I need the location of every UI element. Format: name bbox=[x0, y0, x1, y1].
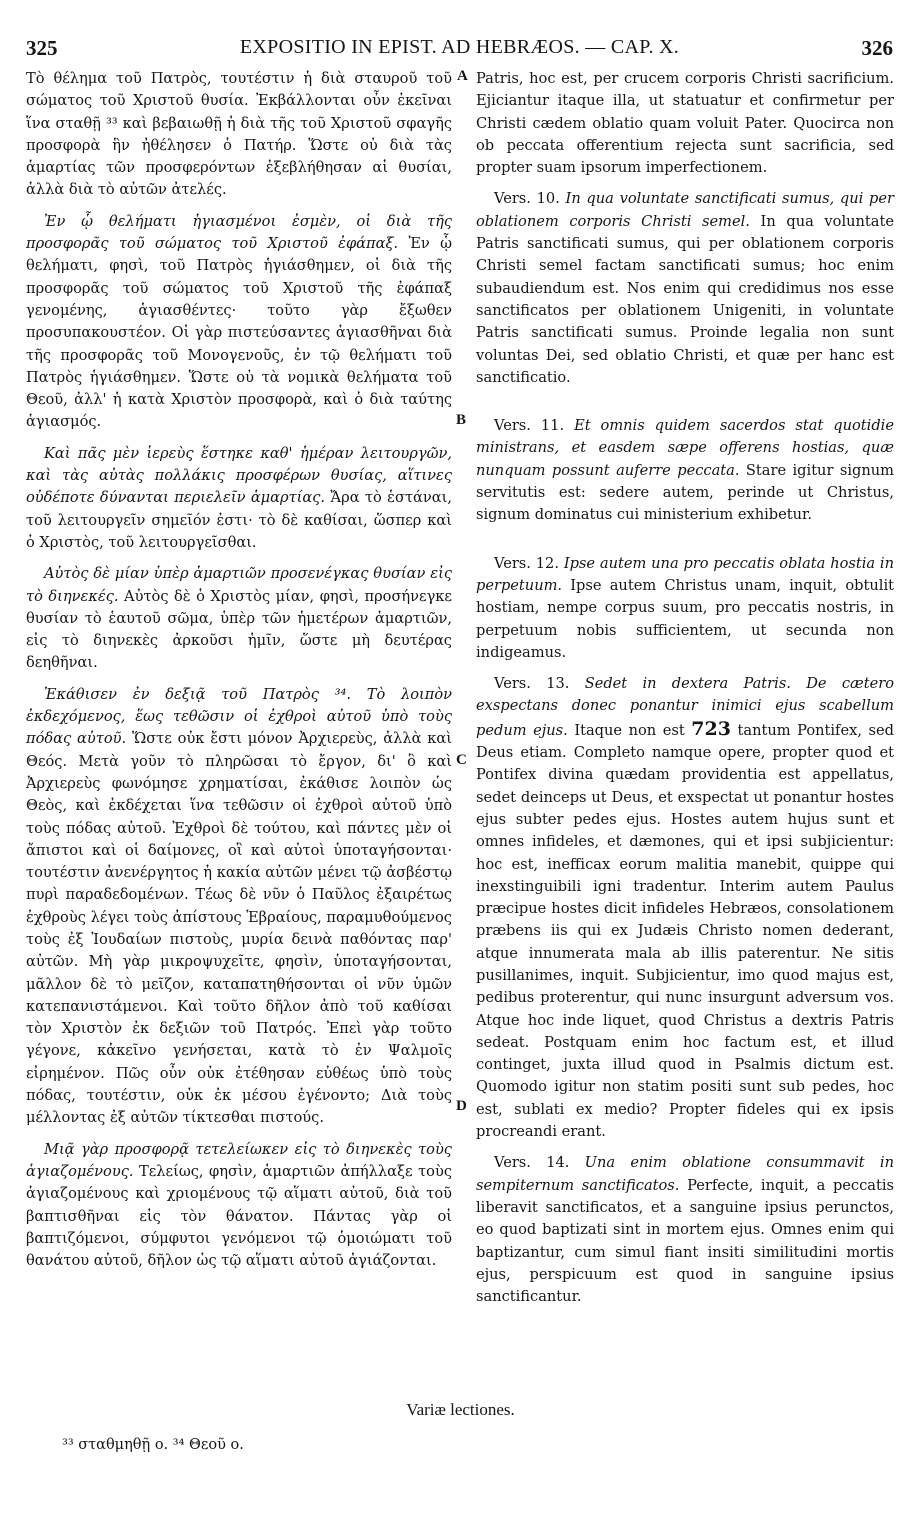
latin-commentary: Perfecte, inquit, a peccatis liberavit sanctificatos, et a sanguine ipsius perunctos, eo quod baptizati sint in mortem ejus. Omnes enim qui baptizantur, cum simul fiant insiti similitudini mortis ejus, perspicuum est quod in sanguine ipsius sanctificantur. bbox=[476, 1176, 894, 1306]
latin-lemma: Sedet in dextera Patris. De cætero exspectans donec ponantur inimici ejus scabellum pedum ejus. bbox=[476, 675, 894, 739]
section-marker-b: B bbox=[456, 412, 467, 428]
greek-paragraph bbox=[26, 684, 452, 1130]
latin-paragraph bbox=[476, 553, 894, 664]
latin-lemma: Ipse autem una pro peccatis oblata hostia in perpetuum. bbox=[476, 554, 894, 594]
footnotes: ³³ σταθμηθῇ ο. ³⁴ Θεοῦ ο. bbox=[62, 1437, 244, 1453]
latin-lemma: In qua voluntate sanctificati sumus, qui per oblationem corporis Christi semel. bbox=[476, 190, 894, 230]
greek-lemma: Αὐτὸς δὲ μίαν ὑπὲρ ἁμαρτιῶν προσενέγκας θυσίαν εἰς τὸ διηνεκές. bbox=[26, 565, 452, 605]
verse-label: Vers. 10. bbox=[494, 190, 560, 208]
section-marker-d: D bbox=[456, 1098, 467, 1114]
section-marker-c: C bbox=[456, 752, 467, 768]
latin-column bbox=[476, 68, 894, 1317]
latin-paragraph bbox=[476, 415, 894, 526]
running-title: EXPOSITIO IN EPIST. AD HEBRÆOS. — CAP. X. bbox=[239, 36, 680, 58]
greek-paragraph: Τὸ θέλημα τοῦ Πατρὸς, τουτέστιν ἡ διὰ σταυροῦ τοῦ σώματος τοῦ Χριστοῦ θυσία. Ἐκβάλλονται οὖν ἐκεῖναι ἵνα σταθῇ ³³ καὶ βεβαιωθῇ ἡ διὰ τῆς τοῦ Χριστοῦ σφαγῆς προσφορὰ ἣν ἠθέλησεν ὁ Πατήρ. Ὥστε οὐ διὰ τὰς ἁμαρτίας τῶν προσφερόντων ἐξεβλήθησαν αἱ θυσίαι, ἀλλὰ διὰ τὸ αὐτῶν ἀτελές. bbox=[26, 70, 452, 199]
greek-commentary: Τελείως, φησὶν, ἁμαρτιῶν ἀπήλλαξε τοὺς ἁγιαζομένους καὶ χριομένους τῷ αἵματι αὐτοῦ, διὰ τοῦ βαπτισθῆναι εἰς τὸν θάνατον. Πάντας γὰρ οἱ βαπτιζόμενοι, σύμφυτοι γενόμενοι τῷ ὁμοιώματι τοῦ θανάτου αὐτοῦ, δῆλον ὡς τῷ αἵματι αὐτοῦ ἁγιάζονται. bbox=[26, 1162, 452, 1270]
greek-commentary: Ἐν ᾧ θελήματι, φησὶ, τοῦ Πατρὸς ἡγιάσθημεν, οἱ διὰ τῆς προσφορᾶς τοῦ σώματος τοῦ Χριστοῦ τῆς ἐφάπαξ γενομένης, ἁγιασθέντες· τοῦτο γὰρ ἔξωθεν προσυπακουστέον. Οἱ γὰρ πιστεύσαντες ἁγιασθῆναι διὰ τῆς προσφορᾶς τοῦ Μονογενοῦς, ἐν τῷ θελήματι τοῦ Πατρὸς ἡγιάσθημεν. Ὥστε οὐ τὰ νομικὰ θελήματα τοῦ Θεοῦ, ἀλλ' ἡ κατὰ Χριστὸν προσφορὰ, καὶ ὁ διὰ ταύτης ἁγιασμός. bbox=[26, 235, 453, 431]
verse-label: Vers. 13. bbox=[494, 675, 570, 693]
column-number: 723 bbox=[691, 717, 731, 740]
latin-commentary: Stare igitur signum servitutis est: sedere autem, perinde ut Christus, signum dominatus cui ministerium exhibetur. bbox=[476, 461, 894, 524]
greek-lemma: Καὶ πᾶς μὲν ἱερεὺς ἕστηκε καθ' ἡμέραν λειτουργῶν, καὶ τὰς αὐτὰς πολλάκις προσφέρων θυσίας, αἵτινες οὐδέποτε δύνανται περιελεῖν ἁμαρτίας. bbox=[26, 444, 452, 507]
greek-commentary: Αὐτὸς δὲ ὁ Χριστὸς μίαν, φησὶ, προσήνεγκε θυσίαν τὸ ἑαυτοῦ σῶμα, ὑπὲρ τῶν ἡμετέρων ἁμαρτιῶν, εἰς τὸ διηνεκὲς ἀρκοῦσι ἡμῖν, ὥστε μὴ δευτέρας δεηθῆναι. bbox=[26, 587, 452, 672]
page-header bbox=[26, 36, 893, 62]
latin-lemma: Et omnis quidem sacerdos stat quotidie ministrans, et easdem sæpe offerens hostias, quæ nunquam possunt auferre peccata. bbox=[476, 417, 894, 479]
greek-paragraph bbox=[26, 443, 452, 554]
greek-commentary: Ὥστε οὐκ ἔστι μόνον Ἀρχιερεὺς, ἀλλὰ καὶ Θεός. Μετὰ γοῦν τὸ πληρῶσαι τὸ ἔργον, δι' ὃ καὶ Ἀρχιερεὺς φωνόμησε χρηματίσαι, ἐκάθισε λοιπὸν ὡς Θεὸς, καὶ ἐκδέχεται ἵνα τεθῶσιν οἱ ἐχθροὶ αὐτοῦ ὑπὸ τοὺς πόδας αὐτοῦ. Ἐχθροὶ δὲ τούτου, καὶ πάντες μὲν οἱ ἄπιστοι καὶ οἱ δαίμονες, οἳ καὶ αὐτοὶ ὑποταγήσονται· τουτέστιν ἀνενέργητος ἡ κακία αὐτῶν μένει τῷ ἀσβέστῳ πυρὶ παραδεδομένων. Τέως δὲ νῦν ὁ Παῦλος ἐξαιρέτως ἐχθροὺς λέγει τοὺς ἀπίστους Ἑβραίους, παραμυθούμενος τοὺς ἐξ Ἰουδαίων πιστοὺς, μυρία δεινὰ παθόντας παρ' αὐτῶν. Μὴ γὰρ μικροψυχεῖτε, φησὶν, ὑποταγήσονται, μᾶλλον δὲ τὸ μεῖζον, καταπατηθήσονται οἱ νῦν ὑμῶν κατεπανιστάμενοι. Καὶ τοῦτο δῆλον ἀπὸ τοῦ καθίσαι τὸν Χριστὸν ἐκ δεξιῶν τοῦ Πατρός. Ἐπεὶ γὰρ τοῦτο γέγονε, κἀκεῖνο γενήσεται, κατὰ τὸ ἐν Ψαλμοῖς εἰρημένον. Πῶς οὖν οὐκ ἐτέθησαν εὐθέως ὑπὸ τοὺς πόδας, τουτέστιν, οὐκ ἐκ μέσου ἐγένοντο; Διὰ τοὺς μέλλοντας ἐξ αὐτῶν τίκτεσθαι πιστούς. bbox=[26, 730, 452, 1127]
greek-paragraph bbox=[26, 1139, 452, 1273]
latin-paragraph bbox=[476, 188, 894, 389]
greek-lemma: Ἐκάθισεν ἐν δεξιᾷ τοῦ Πατρὸς ³⁴. Τὸ λοιπὸν ἐκδεχόμενος, ἕως τεθῶσιν οἱ ἐχθροὶ αὐτοῦ ὑπὸ τοὺς πόδας αὐτοῦ. bbox=[26, 685, 452, 748]
greek-lemma: Μιᾷ γὰρ προσφορᾷ τετελείωκεν εἰς τὸ διηνεκὲς τοὺς ἁγιαζομένους. bbox=[26, 1140, 452, 1180]
greek-paragraph bbox=[26, 211, 452, 434]
latin-paragraph bbox=[476, 673, 894, 1143]
latin-paragraph bbox=[476, 1152, 894, 1308]
page-number-right: 326 bbox=[861, 36, 893, 60]
verse-label: Vers. 11. bbox=[494, 417, 565, 435]
latin-commentary: tantum Pontifex, sed Deus etiam. Completo namque opere, propter quod et Pontifex divina quædam providentia est appellatus, sedet deinceps ut Deus, et exspectat ut ponantur hostes ejus subter pedes ejus. Hostes autem hujus sunt et omnes infideles, et dæmones, qui et ipsi subjicientur: hoc est, inefficax eorum malitia manebit, quippe qui inexstinguibili igni tradentur. Interim autem Paulus præcipue hostes dicit infideles Hebræos, consolationem præbens iis qui ex Judæis Christo nomen dederant, atque innumerata mala ab illis paterentur. Ne sitis pusillanimes, inquit. Subjicientur, imo quod majus est, pedibus proterentur, qui nunc insurgunt adversum vos. Atque hoc inde liquet, quod Christus a dextris Patris sedeat. Postquam enim hoc factum est, et illud continget, juxta illud quod in Psalmis dictum est. Quomodo igitur non statim positi sunt sub pedes, hoc est, sublati ex medio? Propter fideles qui ex ipsis procreandi erant. bbox=[476, 721, 894, 1141]
latin-lemma: Una enim oblatione consummavit in sempiternum sanctificatos. bbox=[476, 1154, 894, 1194]
greek-paragraph bbox=[26, 563, 452, 674]
greek-column bbox=[26, 68, 452, 1281]
verse-label: Vers. 14. bbox=[494, 1154, 570, 1172]
latin-commentary: Itaque non est bbox=[567, 721, 692, 739]
greek-lemma: Ἐν ᾧ θελήματι ἡγιασμένοι ἐσμὲν, οἱ διὰ τῆς προσφορᾶς τοῦ σώματος τοῦ Χριστοῦ ἐφάπαξ. bbox=[26, 212, 452, 253]
verse-label: Vers. 12. bbox=[494, 554, 559, 572]
latin-commentary: Ipse autem Christus unam, inquit, obtulit hostiam, nempe corpus suum, pro peccatis nostris, in perpetuum nobis sufficientem, ut secunda non indigeamus. bbox=[476, 576, 894, 661]
variae-lectiones-heading: Variæ lectiones. bbox=[406, 1400, 515, 1419]
section-marker-a: A bbox=[457, 68, 468, 84]
latin-commentary: In qua voluntate Patris sanctificati sumus, qui per oblationem corporis Christi semel factam sanctificati sumus; hoc enim subaudiendum est. Nos enim qui credidimus nos esse sanctificatos per oblationem Unigeniti, in voluntate Patris sanctificati sumus. Proinde legalia non sunt voluntas Dei, sed oblatio Christi, et quæ per hanc est sanctificatio. bbox=[476, 212, 894, 386]
page-number-left: 325 bbox=[26, 36, 58, 60]
greek-commentary: Ἄρα τὸ ἑστάναι, τοῦ λειτουργεῖν σημεῖόν ἐστι· τὸ δὲ καθίσαι, ὥσπερ καὶ ὁ Χριστὸς, τοῦ λειτουργεῖσθαι. bbox=[26, 489, 452, 551]
latin-paragraph: Patris, hoc est, per crucem corporis Christi sacrificium. Ejiciantur itaque illa, ut statuatur et confirmetur per Christi cædem oblatio quam voluit Pater. Quocirca non ob peccata offerentium rejecta sunt sacrificia, sed propter suam ipsorum imperfectionem. bbox=[476, 70, 894, 177]
